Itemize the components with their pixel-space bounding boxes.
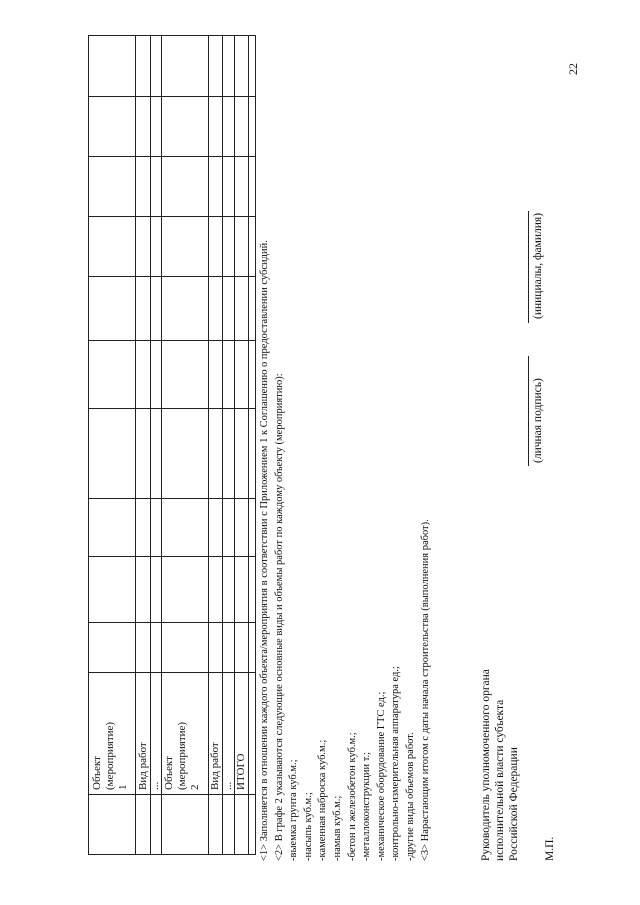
row-label-ellipsis-1: ... (149, 781, 161, 790)
footnote-3: <3> Нарастающим итогом с даты начала строительства (выполнения работ). (419, 519, 431, 861)
work-item: -металлоконструкции т.; (361, 751, 373, 861)
footnote-1: <1> Заполняется в отношении каждого объекта/мероприятия в соответствии с Приложением 1 к Соглашению о предоставлении субсидий. (259, 240, 270, 861)
signatory-title-line-2: исполнительной власти субъекта (494, 699, 506, 861)
stamp-place: М.П. (544, 836, 556, 861)
work-item: -выемка грунта куб.м.; (288, 759, 300, 861)
footnote-2: <2> В графе 2 указываются следующие основные виды и объемы работ по каждому объекту (мероприятию): (273, 373, 285, 861)
row-label-total: ИТОГО (235, 753, 247, 790)
name-line (528, 211, 529, 323)
signature-caption: (личная подпись) (532, 378, 544, 463)
work-item: -другие виды объемов работ. (404, 732, 416, 861)
row-label-work-type-2: Вид работ (209, 742, 221, 790)
work-item: -контрольно-измерительная аппаратура ед.; (390, 666, 402, 861)
report-table (88, 35, 256, 855)
name-caption: (инициалы, фамилия) (532, 212, 544, 319)
row-label-work-type-1: Вид работ (137, 742, 149, 790)
work-item: -намыв куб.м.; (331, 795, 343, 861)
work-item: -насыпь куб.м.; (302, 792, 314, 861)
work-item: -механическое оборудование ГТС ед.; (375, 691, 387, 861)
signatory-title-line-3: Российской Федерации (508, 747, 520, 861)
work-item: -бетон и железобетон куб.м.; (346, 732, 358, 861)
row-label-object-1: Объект (мероприятие) 1 (91, 721, 129, 790)
page-number: 22 (566, 63, 580, 75)
row-label-object-2: Объект (мероприятие) 2 (163, 721, 201, 790)
signatory-title-line-1: Руководитель уполномоченного органа (480, 669, 492, 861)
row-label-ellipsis-2: ... (222, 781, 234, 790)
footnotes (258, 61, 433, 861)
signature-block (480, 41, 580, 861)
work-item: -каменная наброска куб.м.; (317, 739, 329, 861)
signature-line (528, 356, 529, 466)
